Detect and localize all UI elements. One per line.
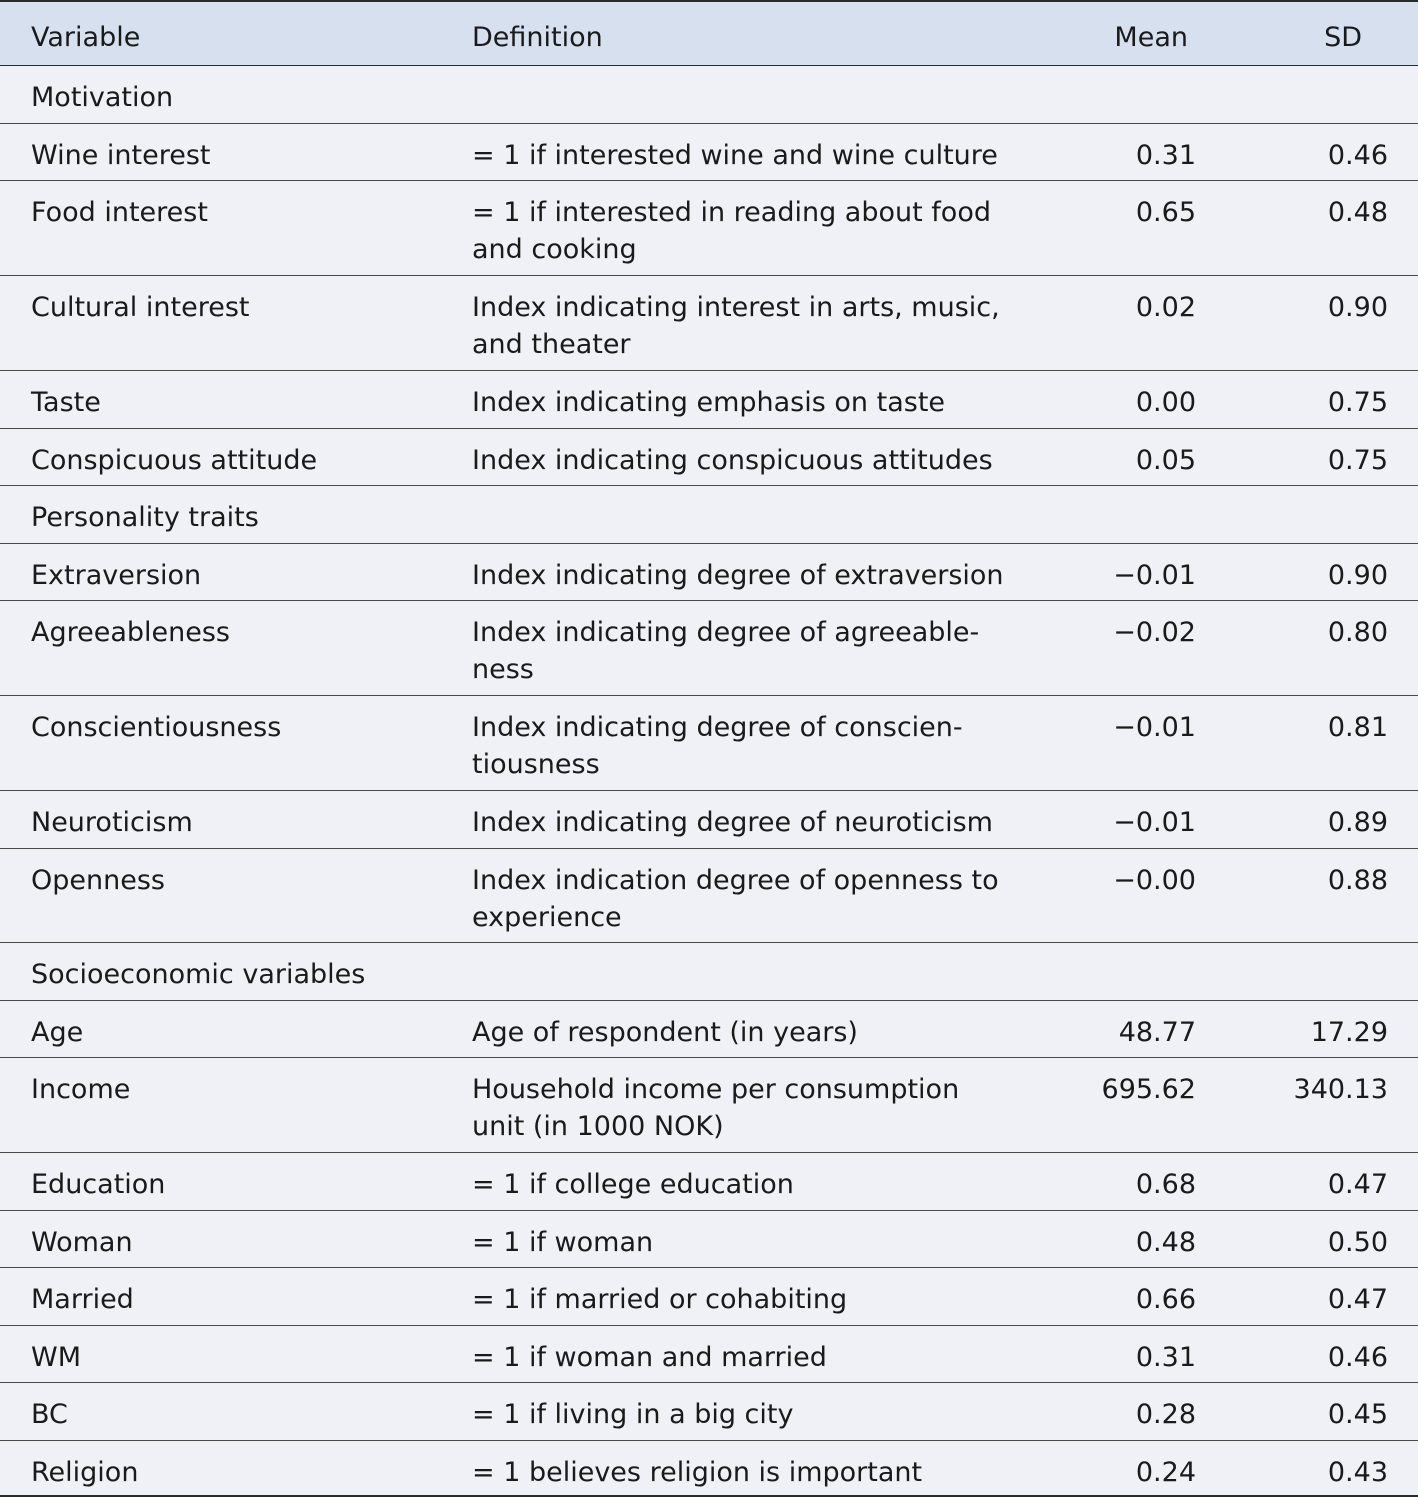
variable-cell: Woman bbox=[31, 1227, 133, 1258]
sd-cell: 340.13 bbox=[1293, 1074, 1388, 1105]
table-row bbox=[0, 429, 1418, 486]
table-row bbox=[0, 849, 1418, 943]
definition-cell: = 1 if interested in reading about food and cooking bbox=[472, 197, 991, 265]
definition-cell: Household income per consumption unit (in 1000 NOK) bbox=[472, 1074, 960, 1142]
mean-cell: −0.01 bbox=[1113, 807, 1196, 838]
definition-cell: = 1 believes religion is important bbox=[472, 1457, 923, 1488]
sd-cell: 0.47 bbox=[1327, 1284, 1388, 1315]
definition-cell: Index indication degree of openness to experience bbox=[472, 865, 999, 933]
sd-cell: 0.90 bbox=[1327, 560, 1388, 591]
definition-cell: Index indicating degree of agreeable-ness bbox=[472, 617, 980, 685]
sd-cell: 17.29 bbox=[1310, 1017, 1388, 1048]
sd-cell: 0.45 bbox=[1327, 1399, 1388, 1430]
mean-cell: 0.31 bbox=[1135, 140, 1196, 171]
variable-cell: Food interest bbox=[31, 197, 208, 228]
variable-cell: Openness bbox=[31, 865, 165, 896]
sd-cell: 0.75 bbox=[1327, 387, 1388, 418]
sd-cell: 0.90 bbox=[1327, 292, 1388, 323]
table-row bbox=[0, 696, 1418, 791]
sd-cell: 0.80 bbox=[1327, 617, 1388, 648]
variable-cell: Age bbox=[31, 1017, 84, 1048]
table-row bbox=[0, 791, 1418, 849]
sd-cell: 0.46 bbox=[1327, 1342, 1388, 1373]
variable-cell: Agreeableness bbox=[31, 617, 230, 648]
section-label: Motivation bbox=[31, 82, 174, 113]
table-row bbox=[0, 1153, 1418, 1211]
definition-cell: = 1 if woman and married bbox=[472, 1342, 827, 1373]
section-label: Socioeconomic variables bbox=[31, 959, 366, 990]
table-row bbox=[0, 601, 1418, 696]
header-sd: SD bbox=[1324, 22, 1362, 53]
sd-cell: 0.88 bbox=[1327, 865, 1388, 896]
table-row bbox=[0, 1268, 1418, 1326]
mean-cell: −0.00 bbox=[1113, 865, 1196, 896]
variable-cell: Education bbox=[31, 1169, 166, 1200]
sd-cell: 0.48 bbox=[1327, 197, 1388, 228]
variable-cell: Taste bbox=[31, 387, 101, 418]
variable-cell: Cultural interest bbox=[31, 292, 250, 323]
mean-cell: 0.68 bbox=[1135, 1169, 1196, 1200]
table-row bbox=[0, 1441, 1418, 1497]
mean-cell: 48.77 bbox=[1118, 1017, 1196, 1048]
table-row bbox=[0, 276, 1418, 371]
sd-cell: 0.89 bbox=[1327, 807, 1388, 838]
mean-cell: 0.00 bbox=[1135, 387, 1196, 418]
table-row bbox=[0, 1001, 1418, 1058]
definition-cell: = 1 if living in a big city bbox=[472, 1399, 794, 1430]
definition-cell: Index indicating conspicuous attitudes bbox=[472, 445, 993, 476]
sd-cell: 0.50 bbox=[1327, 1227, 1388, 1258]
variable-cell: Conspicuous attitude bbox=[31, 445, 318, 476]
mean-cell: 695.62 bbox=[1101, 1074, 1196, 1105]
sd-cell: 0.81 bbox=[1327, 712, 1388, 743]
mean-cell: 0.02 bbox=[1135, 292, 1196, 323]
definition-cell: Index indicating emphasis on taste bbox=[472, 387, 946, 418]
definition-cell: = 1 if woman bbox=[472, 1227, 654, 1258]
definition-cell: = 1 if college education bbox=[472, 1169, 794, 1200]
definition-cell: Index indicating degree of conscien-tiousness bbox=[472, 712, 963, 780]
mean-cell: 0.65 bbox=[1135, 197, 1196, 228]
table-row bbox=[0, 544, 1418, 601]
variable-cell: Income bbox=[31, 1074, 131, 1105]
variable-cell: Wine interest bbox=[31, 140, 211, 171]
variable-cell: WM bbox=[31, 1342, 81, 1373]
mean-cell: −0.01 bbox=[1113, 712, 1196, 743]
sd-cell: 0.47 bbox=[1327, 1169, 1388, 1200]
section-row bbox=[0, 486, 1418, 544]
definition-cell: = 1 if interested wine and wine culture bbox=[472, 140, 998, 171]
table-row bbox=[0, 371, 1418, 429]
definition-cell: Age of respondent (in years) bbox=[472, 1017, 858, 1048]
mean-cell: 0.05 bbox=[1135, 445, 1196, 476]
header-variable: Variable bbox=[31, 22, 141, 53]
header-definition: Definition bbox=[472, 22, 603, 53]
definition-cell: Index indicating degree of extraversion bbox=[472, 560, 1004, 591]
table-row bbox=[0, 1383, 1418, 1441]
mean-cell: 0.48 bbox=[1135, 1227, 1196, 1258]
definition-cell: Index indicating interest in arts, music, and theater bbox=[472, 292, 1000, 360]
sd-cell: 0.43 bbox=[1327, 1457, 1388, 1488]
variable-cell: Extraversion bbox=[31, 560, 202, 591]
mean-cell: −0.02 bbox=[1113, 617, 1196, 648]
table-row bbox=[0, 124, 1418, 181]
mean-cell: 0.28 bbox=[1135, 1399, 1196, 1430]
table-row bbox=[0, 181, 1418, 276]
sd-cell: 0.75 bbox=[1327, 445, 1388, 476]
variable-cell: BC bbox=[31, 1399, 68, 1430]
table-row bbox=[0, 1058, 1418, 1153]
variable-cell: Neuroticism bbox=[31, 807, 193, 838]
table-row bbox=[0, 1326, 1418, 1383]
header-mean: Mean bbox=[1114, 22, 1188, 53]
definition-cell: Index indicating degree of neuroticism bbox=[472, 807, 993, 838]
definition-cell: = 1 if married or cohabiting bbox=[472, 1284, 848, 1315]
mean-cell: 0.66 bbox=[1135, 1284, 1196, 1315]
mean-cell: 0.24 bbox=[1135, 1457, 1196, 1488]
table-row bbox=[0, 1211, 1418, 1268]
variable-cell: Religion bbox=[31, 1457, 139, 1488]
section-label: Personality traits bbox=[31, 502, 259, 533]
sd-cell: 0.46 bbox=[1327, 140, 1388, 171]
mean-cell: −0.01 bbox=[1113, 560, 1196, 591]
variable-cell: Conscientiousness bbox=[31, 712, 282, 743]
mean-cell: 0.31 bbox=[1135, 1342, 1196, 1373]
variable-cell: Married bbox=[31, 1284, 134, 1315]
section-row bbox=[0, 66, 1418, 124]
table-header bbox=[0, 0, 1418, 66]
section-row bbox=[0, 943, 1418, 1001]
